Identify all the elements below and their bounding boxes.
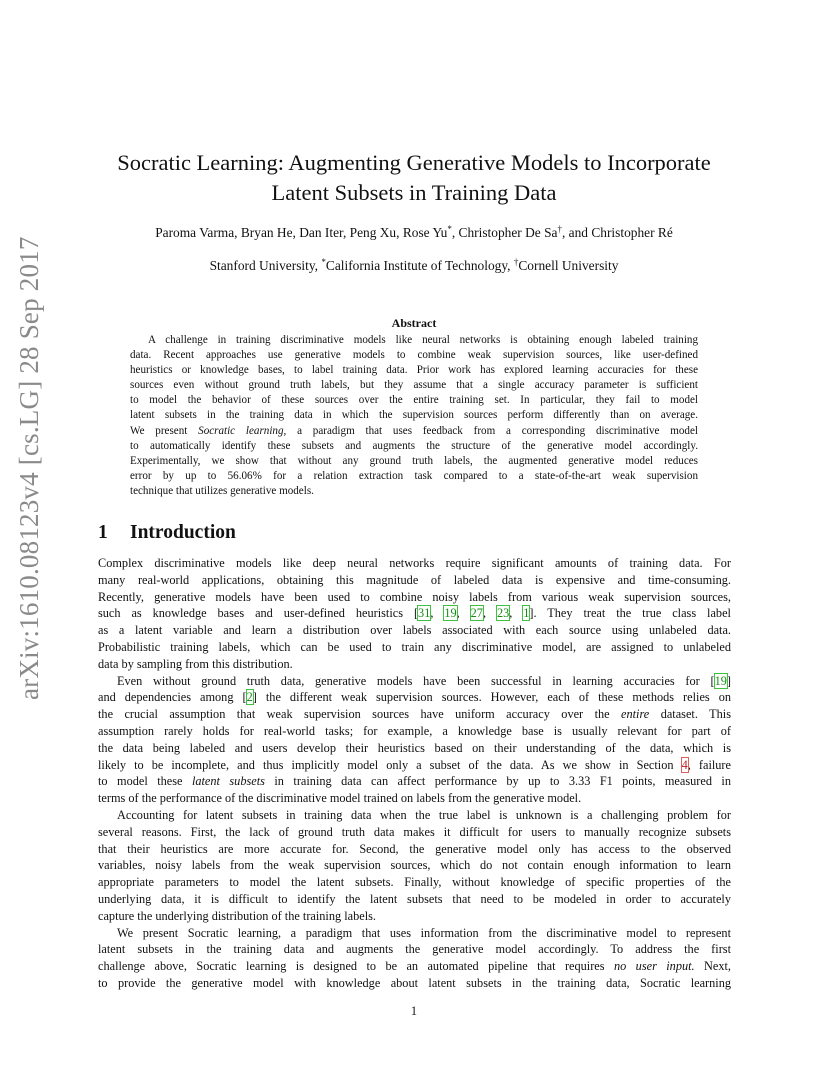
citation-link[interactable]: 31 <box>418 606 431 621</box>
citation-link[interactable]: 19 <box>444 606 457 621</box>
body-text-run: Next, <box>694 959 731 974</box>
body-line: latent subsets in the training data and augments the generative model accordingly. To address the first <box>98 942 731 957</box>
affiliation-text: Stanford University, <box>209 258 322 273</box>
affiliation-mark: † <box>557 224 562 234</box>
body-line: and dependencies among [2] the different weak supervision sources. However, each of these methods relies on <box>98 690 731 705</box>
page-number: 1 <box>410 1004 418 1018</box>
body-line: capture the underlying distribution of the training labels. <box>98 908 376 923</box>
body-line: that their heuristics are more accurate for. Second, the generative model only has access to the observed <box>98 841 731 856</box>
body-text-run: challenge above, Socratic learning is designed to be an automated pipeline that requires <box>98 959 614 974</box>
affiliation-mark: † <box>513 257 519 267</box>
body-emphasis: no user input. <box>613 959 695 974</box>
abstract-line: data. Recent approaches use generative models to combine weak supervision sources, like user-defined <box>130 349 698 362</box>
abstract-line: error by up to 56.06% for a relation extraction task compared to a state-of-the-art weak supervision <box>130 469 698 482</box>
body-text-run: . They treat the true class label <box>533 606 731 621</box>
abstract-text: We present <box>130 424 199 437</box>
body-line: Probabilistic training labels, which can be used to train any discriminative model, are assigned to unlabeled <box>98 639 731 654</box>
section-title: Introduction <box>130 522 236 543</box>
abstract-line: heuristics or knowledge bases, to label training data. Prior work has explored learning accuracies for these <box>130 364 698 377</box>
body-text <box>98 555 731 992</box>
body-line: to provide the generative model with knowledge about latent subsets in the training data, Socratic learning <box>98 975 731 990</box>
body-text-run: , failure <box>687 757 731 772</box>
body-line: Accounting for latent subsets in training data when the true label is unknown is a challenging problem for <box>117 807 731 822</box>
body-text-run: the crucial assumption that weak supervision sources have uniform accuracy over the <box>98 707 622 722</box>
body-text-run: dataset. This <box>649 707 731 722</box>
body-line: many real-world applications, obtaining this magnitude of labeled data is expensive and time-consuming. <box>98 572 731 587</box>
citation-link[interactable]: 2 <box>246 690 253 705</box>
body-line: Even without ground truth data, generative models have been successful in learning accuracies for [19] <box>117 673 731 688</box>
author-list <box>90 224 738 242</box>
abstract-text: a paradigm that uses feedback from a corresponding discriminative model <box>286 424 698 437</box>
title-line: Socratic Learning: Augmenting Generative Models to Incorporate <box>117 150 711 175</box>
body-emphasis: latent subsets <box>191 774 265 789</box>
section-reference-link[interactable]: 4 <box>681 757 688 772</box>
affiliation-text: Cornell University <box>518 258 619 273</box>
body-text-run: the different weak supervision sources. However, each of these methods relies on <box>256 690 731 705</box>
body-line <box>98 757 731 774</box>
affiliation-text: California Institute of Technology, <box>325 258 514 273</box>
abstract-line: sources even without ground truth labels, but they assume that a single accuracy parameter is sufficient <box>130 379 698 392</box>
abstract-body <box>130 333 698 499</box>
paper-title <box>90 148 738 208</box>
body-line: Complex discriminative models like deep neural networks require significant amounts of training data. For <box>98 556 731 570</box>
body-text-run: to model these <box>98 774 192 789</box>
body-text-run: such as knowledge bases and user-defined heuristics <box>98 606 414 621</box>
author-text: , and Christopher Ré <box>561 225 673 240</box>
body-emphasis: entire <box>621 707 650 722</box>
body-line <box>98 958 731 975</box>
body-line: several reasons. First, the lack of ground truth data makes it difficult for users to manually recognize subsets <box>98 824 731 839</box>
citation-link[interactable]: 27 <box>470 606 483 621</box>
affiliation-mark: * <box>447 224 452 234</box>
body-line: variables, noisy labels from the weak supervision sources, which do not contain enough information to learn <box>98 858 731 873</box>
body-line: the data being labeled and users develop their heuristics based on their understanding of the data, which is <box>98 740 731 755</box>
body-text-run: and dependencies among <box>98 690 243 705</box>
arxiv-identifier: arXiv:1610.08123v4 [cs.LG] 28 Sep 2017 <box>14 236 44 700</box>
body-text-run: Even without ground truth data, generative models have been successful in learning accuracies for <box>117 673 711 688</box>
body-line: terms of the performance of the discriminative model trained on labels from the generative model. <box>98 791 582 806</box>
body-line: Recently, generative models have been used to combine noisy labels from various weak supervision sources, <box>98 589 731 604</box>
body-line: assumption rarely holds for real-world tasks; for example, a knowledge base is usually relevant for part of <box>98 723 731 738</box>
body-line: We present Socratic learning, a paradigm that uses information from the discriminative model to represent <box>117 925 731 940</box>
title-line: Latent Subsets in Training Data <box>271 180 557 205</box>
body-line: appropriate parameters to model the latent subsets. Finally, without knowledge of specific properties of the <box>98 875 731 890</box>
citation-link[interactable]: 1 <box>523 606 530 621</box>
abstract-emphasis: Socratic learning, <box>198 424 287 437</box>
abstract-line: technique that utilizes generative models. <box>130 484 314 497</box>
body-line: such as knowledge bases and user-defined heuristics [31, 19, 27, 23, 1]. They treat the true class label <box>98 606 731 621</box>
body-line <box>98 773 731 790</box>
section-number: 1 <box>98 522 108 543</box>
section-heading <box>98 522 738 544</box>
citation-link[interactable]: 19 <box>714 673 727 688</box>
author-text: , Christopher De Sa <box>451 225 558 240</box>
affiliation-mark: * <box>321 257 326 267</box>
abstract-line <box>130 424 698 439</box>
abstract-line: latent subsets in the training data in which the supervision sources perform differently than on average. <box>130 409 698 422</box>
body-line <box>98 706 731 723</box>
abstract-heading: Abstract <box>391 316 437 330</box>
abstract-line: to model the behavior of these sources over the entire training set. In particular, they fail to model <box>130 394 698 407</box>
body-line: data by sampling from this distribution. <box>98 656 293 671</box>
abstract-line: to automatically identify these subsets and augments the structure of the generative model accordingly. <box>130 439 698 452</box>
citation-link[interactable]: 23 <box>496 606 510 621</box>
body-text-run: likely to be incomplete, and thus implicitly model only a subset of the data. As we show in Section <box>98 757 682 772</box>
body-text-run: in training data can affect performance by up to 3.33 F1 points, measured in <box>264 774 732 789</box>
affiliations <box>90 257 738 275</box>
body-line: underlying data, it is difficult to identify the latent subsets that need to be modeled in order to accurately <box>98 891 731 906</box>
abstract-line: A challenge in training discriminative models like neural networks is obtaining enough labeled training <box>148 334 698 346</box>
author-text: Paroma Varma, Bryan He, Dan Iter, Peng Xu, Rose Yu <box>155 225 448 240</box>
body-line: as a latent variable and learn a distribution over labels associated with each source using unlabeled data. <box>98 623 731 638</box>
abstract-line: Experimentally, we show that without any ground truth labels, the augmented generative model reduces <box>130 454 698 467</box>
